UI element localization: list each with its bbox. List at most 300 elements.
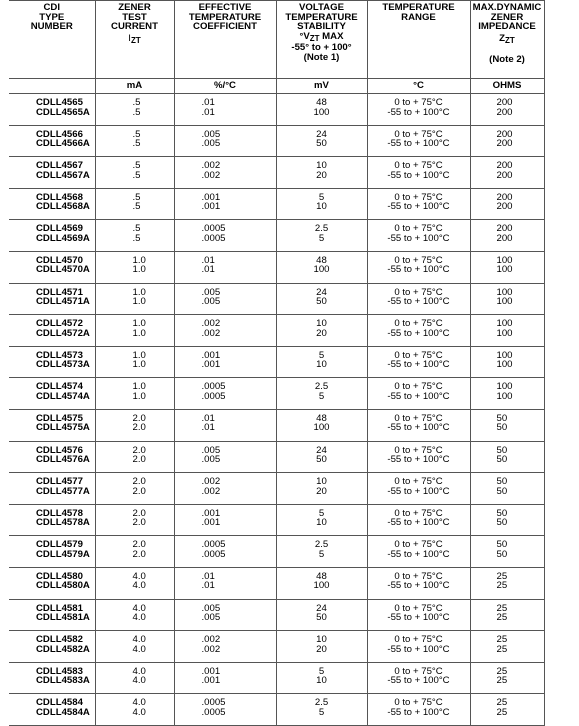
temp-coefficient-cell xyxy=(174,662,276,694)
test-current-cell xyxy=(95,378,174,410)
temperature-range-value-a: -55 to + 100°C xyxy=(387,201,450,213)
temperature-range-cell xyxy=(367,378,470,410)
test-current-value: .5 xyxy=(132,191,141,203)
voltage-stability-value: 48 xyxy=(316,97,327,108)
voltage-stability-value-a: 100 xyxy=(313,580,330,592)
test-current-cell xyxy=(95,315,174,347)
voltage-stability-value: 24 xyxy=(316,444,327,456)
voltage-stability-cell xyxy=(276,694,367,726)
impedance-cell xyxy=(470,599,544,631)
test-current-value-a: 2.0 xyxy=(132,548,146,560)
table-row xyxy=(9,220,544,252)
test-current-value-a: .5 xyxy=(132,201,141,213)
temperature-range-value-a: -55 to + 100°C xyxy=(387,390,450,402)
part-number-a: CDLL4572A xyxy=(36,327,90,339)
impedance-value-a: 50 xyxy=(496,517,508,529)
temperature-range-value-a: -55 to + 100°C xyxy=(387,706,450,718)
test-current-value-a: 4.0 xyxy=(132,643,146,655)
temperature-range-cell xyxy=(367,662,470,694)
temp-coefficient-value-a: .002 xyxy=(201,485,221,497)
table-row xyxy=(9,694,544,726)
test-current-value-a: .5 xyxy=(132,106,141,118)
test-current-cell xyxy=(95,441,174,473)
voltage-stability-cell xyxy=(276,662,367,694)
part-number-cell xyxy=(9,283,95,315)
voltage-stability-value-a: 50 xyxy=(316,138,327,150)
temp-coefficient-value-a: .005 xyxy=(201,454,221,466)
temperature-range-value: 0 to + 75°C xyxy=(394,602,443,614)
temperature-range-value: 0 to + 75°C xyxy=(394,349,443,361)
impedance-cell xyxy=(470,473,544,505)
voltage-stability-cell xyxy=(276,504,367,536)
temperature-range-value: 0 to + 75°C xyxy=(394,634,443,646)
part-number-a: CDLL4574A xyxy=(36,390,90,402)
voltage-stability-cell xyxy=(276,251,367,283)
table-row xyxy=(9,315,544,347)
voltage-stability-value-a: 50 xyxy=(316,612,327,623)
temp-coefficient-cell xyxy=(174,157,276,189)
voltage-stability-value-a: 100 xyxy=(313,264,330,276)
temp-coefficient-value: .0005 xyxy=(201,381,226,393)
impedance-cell xyxy=(470,694,544,726)
test-current-value: 2.0 xyxy=(132,539,146,551)
temperature-range-value: 0 to + 75°C xyxy=(394,318,443,330)
temp-coefficient-cell xyxy=(174,283,276,315)
voltage-stability-value: 10 xyxy=(316,318,327,330)
voltage-stability-value-a: 50 xyxy=(316,454,327,466)
temp-coefficient-value-a: .0005 xyxy=(201,390,226,402)
table-row xyxy=(9,567,544,599)
part-number-a: CDLL4580A xyxy=(36,580,90,592)
temperature-range-value-a: -55 to + 100°C xyxy=(387,138,450,150)
voltage-stability-cell xyxy=(276,157,367,189)
test-current-value-a: 2.0 xyxy=(132,485,146,497)
temperature-range-value-a: -55 to + 100°C xyxy=(387,485,450,497)
test-current-value-a: 1.0 xyxy=(132,296,146,308)
test-current-cell xyxy=(95,694,174,726)
impedance-cell xyxy=(470,662,544,694)
test-current-value-a: 4.0 xyxy=(132,675,146,687)
test-current-cell xyxy=(95,188,174,220)
temperature-range-value-a: -55 to + 100°C xyxy=(387,454,450,466)
test-current-value: 1.0 xyxy=(132,286,146,298)
temperature-range-cell xyxy=(367,251,470,283)
impedance-value: 200 xyxy=(496,128,513,140)
units-part-cell xyxy=(9,79,95,94)
zener-spec-sheet xyxy=(9,0,545,726)
temperature-range-value: 0 to + 75°C xyxy=(394,223,443,235)
voltage-stability-value: 2.5 xyxy=(314,223,329,235)
part-number-a: CDLL4568A xyxy=(36,201,90,213)
voltage-stability-cell xyxy=(276,536,367,568)
header-row xyxy=(9,1,544,79)
voltage-stability-value-a: 5 xyxy=(318,232,325,244)
table-row xyxy=(9,283,544,315)
test-current-value-a: 1.0 xyxy=(132,359,146,371)
table-row xyxy=(9,536,544,568)
test-current-cell xyxy=(95,283,174,315)
units-impedance: OHMS xyxy=(470,79,544,94)
impedance-cell xyxy=(470,94,544,126)
voltage-stability-value: 24 xyxy=(316,286,327,298)
impedance-value-a: 200 xyxy=(496,138,513,150)
units-coefficient: %/°C xyxy=(174,79,276,94)
temp-coefficient-value: .002 xyxy=(201,476,221,488)
temp-coefficient-value-a: .001 xyxy=(201,675,221,687)
part-number-a: CDLL4579A xyxy=(36,548,90,560)
test-current-value: .5 xyxy=(132,97,141,108)
test-current-value: 1.0 xyxy=(132,349,146,361)
test-current-value: 2.0 xyxy=(132,476,146,488)
test-current-value-a: 2.0 xyxy=(132,517,146,529)
voltage-stability-cell xyxy=(276,94,367,126)
temp-coefficient-value: .002 xyxy=(201,160,221,172)
impedance-cell xyxy=(470,441,544,473)
part-number-a: CDLL4583A xyxy=(36,675,90,687)
part-number-cell xyxy=(9,315,95,347)
voltage-stability-value: 48 xyxy=(316,570,327,582)
temperature-range-value: 0 to + 75°C xyxy=(394,507,443,519)
part-number-cell xyxy=(9,694,95,726)
impedance-value: 100 xyxy=(496,286,513,298)
temp-coefficient-value-a: .01 xyxy=(201,422,215,434)
part-number: CDLL4579 xyxy=(36,539,83,551)
impedance-value-a: 100 xyxy=(496,390,513,402)
test-current-value: 4.0 xyxy=(132,634,146,646)
part-number-a: CDLL4576A xyxy=(36,454,90,466)
temperature-range-value-a: -55 to + 100°C xyxy=(387,264,450,276)
part-number: CDLL4566 xyxy=(36,128,83,140)
impedance-value-a: 200 xyxy=(496,201,513,213)
temp-coefficient-value: .002 xyxy=(201,634,221,646)
impedance-cell xyxy=(470,283,544,315)
temp-coefficient-value: .01 xyxy=(201,254,215,266)
part-number-cell xyxy=(9,473,95,505)
voltage-stability-cell xyxy=(276,473,367,505)
part-number-cell xyxy=(9,378,95,410)
impedance-value: 50 xyxy=(496,507,508,519)
temperature-range-cell xyxy=(367,694,470,726)
header-dynamic-impedance: MAX.DYNAMIC ZENER IMPEDANCE $Z_{ZT}$ (Note 2) xyxy=(470,1,544,79)
temperature-range-value-a: -55 to + 100°C xyxy=(387,296,450,308)
part-number-cell xyxy=(9,599,95,631)
impedance-value: 50 xyxy=(496,412,508,424)
voltage-stability-value: 5 xyxy=(318,665,325,677)
test-current-value: 2.0 xyxy=(132,507,146,519)
voltage-stability-value-a: 10 xyxy=(316,675,327,687)
impedance-value-a: 50 xyxy=(496,454,508,466)
voltage-stability-cell xyxy=(276,125,367,157)
test-current-value: .5 xyxy=(132,160,141,172)
voltage-stability-value-a: 50 xyxy=(316,296,327,308)
temp-coefficient-value: .001 xyxy=(201,349,221,361)
impedance-value: 100 xyxy=(496,381,513,393)
test-current-value-a: 4.0 xyxy=(132,612,146,623)
table-row xyxy=(9,631,544,663)
impedance-value-a: 200 xyxy=(496,232,513,244)
temp-coefficient-value-a: .001 xyxy=(201,201,221,213)
voltage-stability-value: 10 xyxy=(316,160,327,172)
temperature-range-cell xyxy=(367,283,470,315)
temperature-range-cell xyxy=(367,346,470,378)
part-number: CDLL4582 xyxy=(36,634,83,646)
part-number: CDLL4575 xyxy=(36,412,83,424)
test-current-cell xyxy=(95,94,174,126)
temp-coefficient-cell xyxy=(174,694,276,726)
temp-coefficient-cell xyxy=(174,315,276,347)
temperature-range-cell xyxy=(367,125,470,157)
impedance-value: 25 xyxy=(496,697,508,709)
part-number-cell xyxy=(9,188,95,220)
impedance-value-a: 50 xyxy=(496,485,508,497)
temp-coefficient-value: .01 xyxy=(201,412,215,424)
impedance-cell xyxy=(470,125,544,157)
impedance-cell xyxy=(470,251,544,283)
temperature-range-value: 0 to + 75°C xyxy=(394,665,443,677)
temp-coefficient-value-a: .0005 xyxy=(201,548,226,560)
voltage-stability-cell xyxy=(276,220,367,252)
test-current-value: 4.0 xyxy=(132,602,146,614)
header-voltage-stability: VOLTAGE TEMPERATURE STABILITY $^\circ V_{ZT}$ MAX -55° to + 100° (Note 1) xyxy=(276,1,367,79)
test-current-value: 1.0 xyxy=(132,254,146,266)
test-current-cell xyxy=(95,473,174,505)
header-temperature-range: TEMPERATURE RANGE xyxy=(367,1,470,79)
impedance-cell xyxy=(470,567,544,599)
temperature-range-value: 0 to + 75°C xyxy=(394,476,443,488)
temperature-range-value: 0 to + 75°C xyxy=(394,191,443,203)
part-number-a: CDLL4571A xyxy=(36,296,90,308)
part-number-cell xyxy=(9,94,95,126)
table-row xyxy=(9,409,544,441)
test-current-value-a: 2.0 xyxy=(132,454,146,466)
temperature-range-cell xyxy=(367,631,470,663)
voltage-stability-value: 24 xyxy=(316,602,327,614)
test-current-cell xyxy=(95,346,174,378)
part-number: CDLL4574 xyxy=(36,381,83,393)
temperature-range-value-a: -55 to + 100°C xyxy=(387,422,450,434)
part-number: CDLL4580 xyxy=(36,570,83,582)
test-current-value-a: 4.0 xyxy=(132,580,146,592)
voltage-stability-cell xyxy=(276,409,367,441)
impedance-cell xyxy=(470,315,544,347)
temp-coefficient-value: .0005 xyxy=(201,697,226,709)
temp-coefficient-value: .002 xyxy=(201,318,221,330)
part-number: CDLL4584 xyxy=(36,697,83,709)
part-number-a: CDLL4569A xyxy=(36,232,90,244)
impedance-value-a: 25 xyxy=(496,643,508,655)
part-number-cell xyxy=(9,536,95,568)
impedance-cell xyxy=(470,157,544,189)
temp-coefficient-cell xyxy=(174,188,276,220)
part-number-cell xyxy=(9,125,95,157)
part-number: CDLL4570 xyxy=(36,254,83,266)
voltage-stability-value-a: 100 xyxy=(313,422,330,434)
temperature-range-cell xyxy=(367,409,470,441)
part-number: CDLL4567 xyxy=(36,160,83,172)
part-number-a: CDLL4577A xyxy=(36,485,90,497)
part-number: CDLL4581 xyxy=(36,602,83,614)
part-number: CDLL4577 xyxy=(36,476,83,488)
impedance-value-a: 100 xyxy=(496,327,513,339)
voltage-stability-cell xyxy=(276,599,367,631)
test-current-value-a: .5 xyxy=(132,138,141,150)
temperature-range-value: 0 to + 75°C xyxy=(394,412,443,424)
voltage-stability-value: 48 xyxy=(316,254,327,266)
temp-coefficient-value: .0005 xyxy=(201,223,226,235)
part-number: CDLL4572 xyxy=(36,318,83,330)
part-number: CDLL4569 xyxy=(36,223,83,235)
impedance-value-a: 100 xyxy=(496,296,513,308)
temp-coefficient-value: .01 xyxy=(201,97,215,108)
voltage-stability-cell xyxy=(276,188,367,220)
voltage-stability-value-a: 20 xyxy=(316,327,327,339)
impedance-value: 100 xyxy=(496,349,513,361)
impedance-value: 25 xyxy=(496,665,508,677)
impedance-value-a: 200 xyxy=(496,169,513,181)
temperature-range-cell xyxy=(367,188,470,220)
impedance-value: 100 xyxy=(496,254,513,266)
header-part-number: CDI TYPE NUMBER xyxy=(9,1,95,79)
test-current-value: 1.0 xyxy=(132,318,146,330)
temp-coefficient-value-a: .002 xyxy=(201,643,221,655)
part-number-cell xyxy=(9,409,95,441)
test-current-value-a: 1.0 xyxy=(132,327,146,339)
temp-coefficient-value-a: .01 xyxy=(201,106,215,118)
test-current-value: .5 xyxy=(132,223,141,235)
temp-coefficient-value: .005 xyxy=(201,128,221,140)
table-row xyxy=(9,188,544,220)
impedance-value: 200 xyxy=(496,223,513,235)
temperature-range-value: 0 to + 75°C xyxy=(394,539,443,551)
impedance-value: 50 xyxy=(496,539,508,551)
temperature-range-value-a: -55 to + 100°C xyxy=(387,517,450,529)
temperature-range-value-a: -55 to + 100°C xyxy=(387,675,450,687)
part-number: CDLL4571 xyxy=(36,286,83,298)
impedance-value: 100 xyxy=(496,318,513,330)
temperature-range-value-a: -55 to + 100°C xyxy=(387,169,450,181)
header-test-current: ZENER TEST CURRENT $I_{ZT}$ xyxy=(95,1,174,79)
temperature-range-cell xyxy=(367,94,470,126)
voltage-stability-value-a: 100 xyxy=(313,106,330,118)
part-number-cell xyxy=(9,631,95,663)
temperature-range-cell xyxy=(367,536,470,568)
test-current-cell xyxy=(95,567,174,599)
impedance-value: 200 xyxy=(496,97,513,108)
table-row xyxy=(9,473,544,505)
impedance-cell xyxy=(470,188,544,220)
table-row xyxy=(9,504,544,536)
voltage-stability-value-a: 20 xyxy=(316,643,327,655)
temperature-range-value-a: -55 to + 100°C xyxy=(387,643,450,655)
test-current-cell xyxy=(95,599,174,631)
temperature-range-value: 0 to + 75°C xyxy=(394,444,443,456)
impedance-value: 50 xyxy=(496,476,508,488)
voltage-stability-value-a: 5 xyxy=(318,548,325,560)
voltage-stability-value-a: 20 xyxy=(316,169,327,181)
test-current-value: .5 xyxy=(132,128,141,140)
table-row xyxy=(9,125,544,157)
test-current-cell xyxy=(95,662,174,694)
table-row xyxy=(9,157,544,189)
test-current-cell xyxy=(95,536,174,568)
temp-coefficient-value-a: .01 xyxy=(201,264,215,276)
part-number-a: CDLL4582A xyxy=(36,643,90,655)
temperature-range-value-a: -55 to + 100°C xyxy=(387,232,450,244)
temperature-range-value-a: -55 to + 100°C xyxy=(387,359,450,371)
temperature-range-cell xyxy=(367,599,470,631)
temperature-range-value: 0 to + 75°C xyxy=(394,97,443,108)
temp-coefficient-value: .005 xyxy=(201,444,221,456)
temperature-range-value: 0 to + 75°C xyxy=(394,570,443,582)
test-current-value: 4.0 xyxy=(132,665,146,677)
test-current-value-a: 1.0 xyxy=(132,264,146,276)
impedance-value-a: 100 xyxy=(496,359,513,371)
temperature-range-value: 0 to + 75°C xyxy=(394,697,443,709)
part-number: CDLL4576 xyxy=(36,444,83,456)
voltage-stability-value: 48 xyxy=(316,412,327,424)
test-current-cell xyxy=(95,157,174,189)
temp-coefficient-cell xyxy=(174,441,276,473)
voltage-stability-value-a: 10 xyxy=(316,201,327,213)
part-number-a: CDLL4584A xyxy=(36,706,90,718)
temp-coefficient-cell xyxy=(174,631,276,663)
impedance-cell xyxy=(470,378,544,410)
part-number-a: CDLL4570A xyxy=(36,264,90,276)
temp-coefficient-value-a: .005 xyxy=(201,296,221,308)
part-number: CDLL4568 xyxy=(36,191,83,203)
part-number-a: CDLL4578A xyxy=(36,517,90,529)
impedance-value-a: 25 xyxy=(496,675,508,687)
impedance-value-a: 50 xyxy=(496,548,508,560)
test-current-cell xyxy=(95,251,174,283)
temp-coefficient-value-a: .005 xyxy=(201,612,221,623)
impedance-value-a: 200 xyxy=(496,106,513,118)
temp-coefficient-value-a: .0005 xyxy=(201,232,226,244)
test-current-value-a: .5 xyxy=(132,169,141,181)
voltage-stability-value: 2.5 xyxy=(314,381,329,393)
test-current-value-a: 2.0 xyxy=(132,422,146,434)
impedance-value-a: 100 xyxy=(496,264,513,276)
temp-coefficient-value: .001 xyxy=(201,191,221,203)
voltage-stability-value: 5 xyxy=(318,507,325,519)
temperature-range-value-a: -55 to + 100°C xyxy=(387,106,450,118)
temp-coefficient-cell xyxy=(174,599,276,631)
temperature-range-value-a: -55 to + 100°C xyxy=(387,327,450,339)
temp-coefficient-value: .001 xyxy=(201,507,221,519)
table-row xyxy=(9,346,544,378)
temp-coefficient-cell xyxy=(174,567,276,599)
table-row xyxy=(9,378,544,410)
header-temp-coefficient: EFFECTIVE TEMPERATURE COEFFICIENT xyxy=(174,1,276,79)
impedance-value: 25 xyxy=(496,570,508,582)
part-number-cell xyxy=(9,157,95,189)
temp-coefficient-value-a: .01 xyxy=(201,580,215,592)
test-current-value-a: 4.0 xyxy=(132,706,146,718)
test-current-value-a: 1.0 xyxy=(132,390,146,402)
voltage-stability-cell xyxy=(276,631,367,663)
part-number: CDLL4573 xyxy=(36,349,83,361)
impedance-cell xyxy=(470,536,544,568)
units-temperature: °C xyxy=(367,79,470,94)
voltage-stability-value-a: 5 xyxy=(318,390,325,402)
part-number: CDLL4578 xyxy=(36,507,83,519)
part-number-a: CDLL4565A xyxy=(36,106,90,118)
temp-coefficient-value-a: .001 xyxy=(201,517,221,529)
temp-coefficient-cell xyxy=(174,220,276,252)
temp-coefficient-value: .01 xyxy=(201,570,215,582)
voltage-stability-value: 10 xyxy=(316,476,327,488)
table-row xyxy=(9,441,544,473)
